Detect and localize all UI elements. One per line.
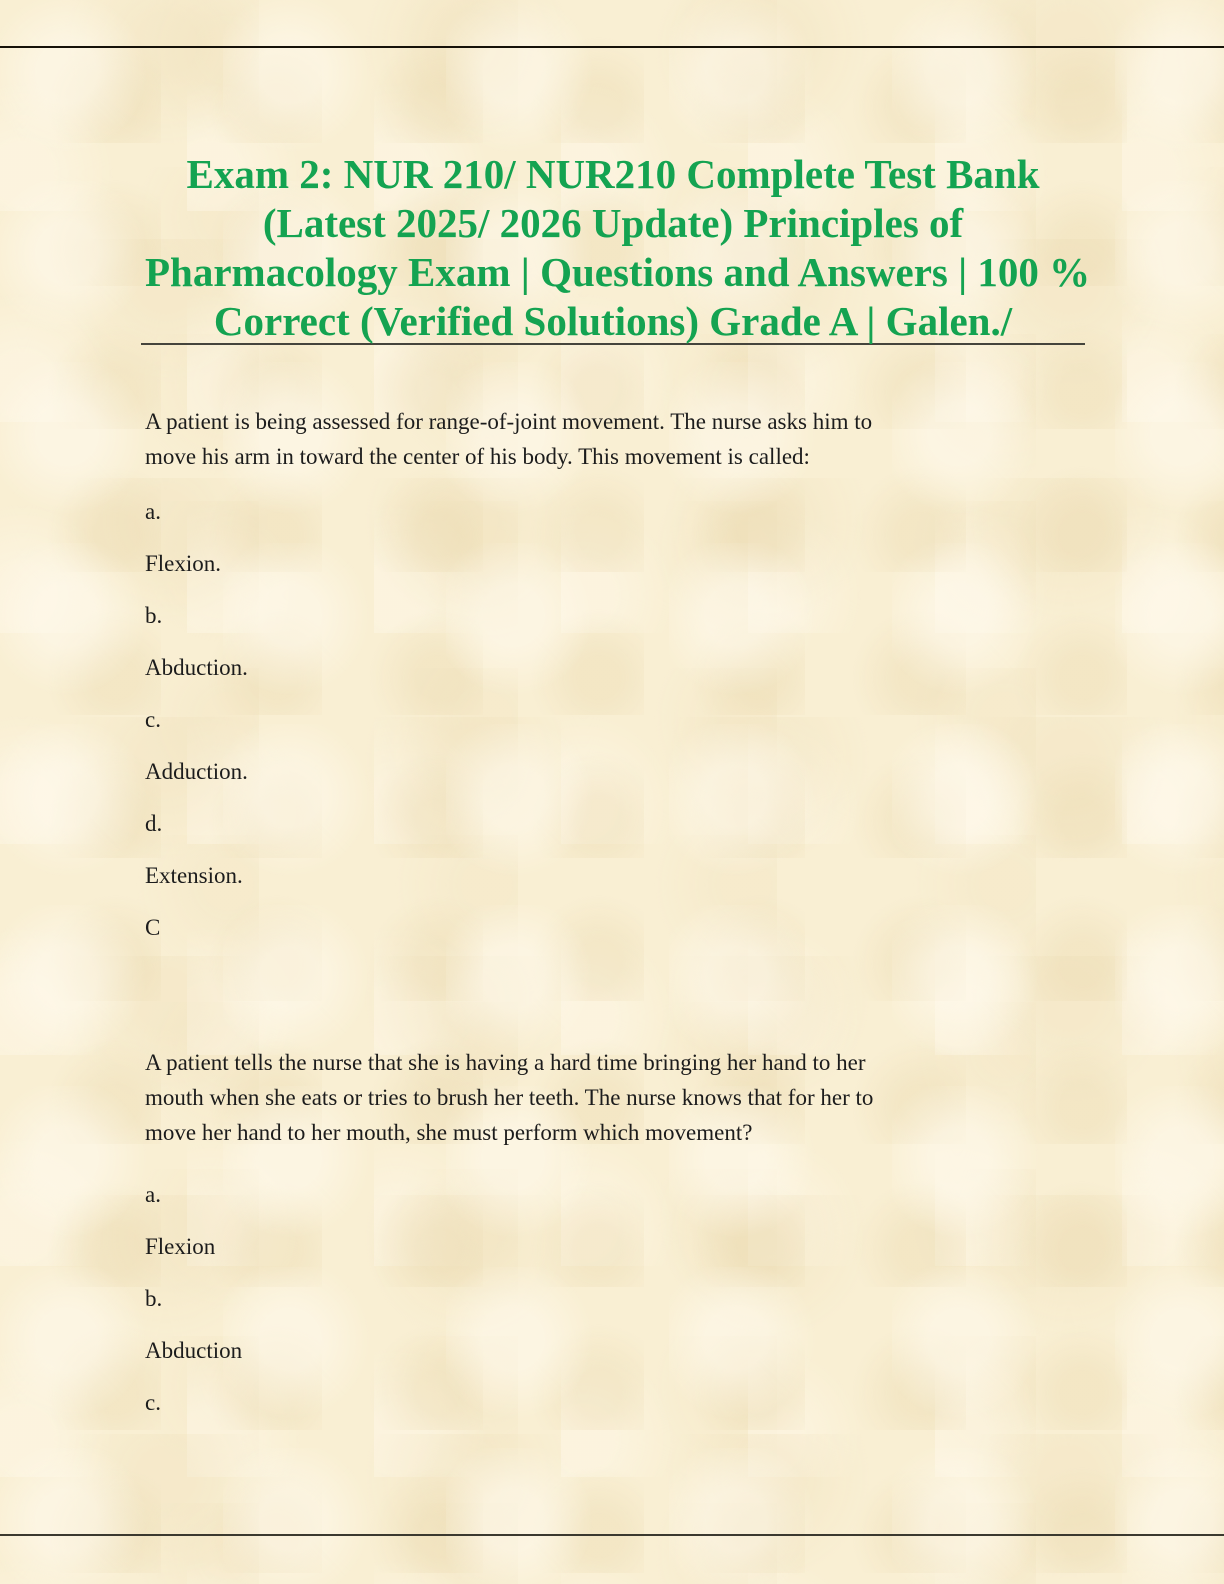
page-content (145, 0, 1091, 1420)
question-2-option-b-letter: b. (145, 1286, 163, 1311)
question-2-prompt (145, 1045, 1081, 1150)
question-1-option-b-letter: b. (145, 603, 163, 628)
question-2-prompt-line: move her hand to her mouth, she must perform which movement? (145, 1120, 753, 1145)
question-2-option-a-text: Flexion (145, 1234, 216, 1259)
question-2-option-b-text: Abduction (145, 1338, 243, 1363)
bottom-border-rule (0, 1534, 1224, 1536)
question-1-answer-letter: C (145, 915, 161, 940)
question-2 (145, 1045, 1081, 1420)
question-2-prompt-line: A patient tells the nurse that she is having a hard time bringing her hand to her (145, 1050, 866, 1075)
question-1-prompt-line: A patient is being assessed for range-of-joint movement. The nurse asks him to (145, 409, 873, 434)
document-title-line: Exam 2: NUR 210/ NUR210 Complete Test Bank (186, 151, 1040, 197)
document-title-line: (Latest 2025/ 2026 Update) Principles of (262, 200, 964, 246)
question-1-option-c-text: Adduction. (145, 759, 248, 784)
question-1-option-b-text: Abduction. (145, 655, 248, 680)
question-1-prompt-line: move his arm in toward the center of his body. This movement is called: (145, 444, 810, 469)
question-1-prompt (145, 404, 1081, 474)
question-2-prompt-line: mouth when she eats or tries to brush her teeth. The nurse knows that for her to (145, 1085, 874, 1110)
document-title-line: Correct (Verified Solutions) Grade A | Galen./ (213, 298, 1013, 344)
document-title-line: Pharmacology Exam | Questions and Answers | 100 % (145, 249, 1091, 295)
document-title (145, 150, 1091, 346)
question-1-option-c-letter: c. (145, 707, 161, 732)
question-2-option-a-letter: a. (145, 1182, 161, 1207)
question-1-option-d-text: Extension. (145, 863, 243, 888)
question-1-option-a-text: Flexion. (145, 551, 222, 576)
question-1-option-d-letter: d. (145, 811, 163, 836)
question-2-option-c-letter: c. (145, 1390, 161, 1415)
question-1-option-a-letter: a. (145, 499, 161, 524)
question-1 (145, 404, 1081, 945)
